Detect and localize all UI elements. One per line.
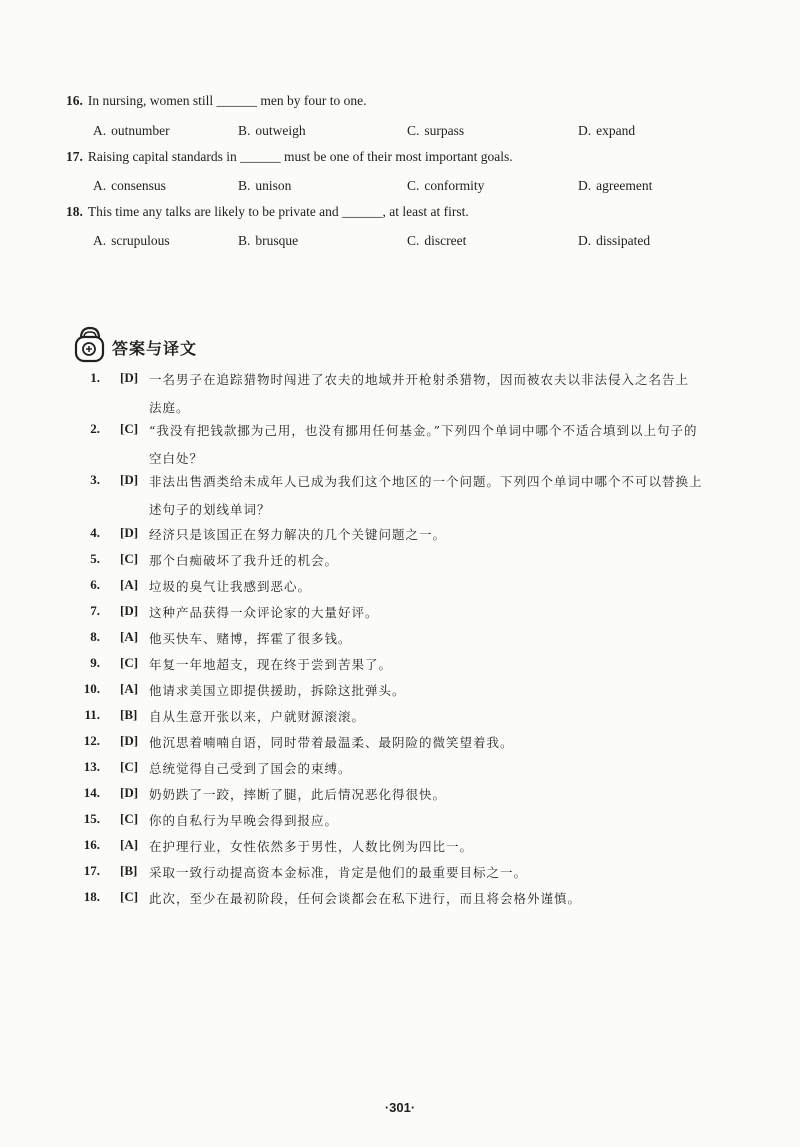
option-letter: C. [407,233,420,248]
option-c [407,178,484,194]
answer-key: [C] [120,889,139,904]
option-text: expand [596,123,636,138]
answer-key: [D] [120,472,139,487]
option-letter: C. [407,123,420,138]
answer-key: [C] [120,759,139,774]
option-text: consensus [111,178,166,193]
answer-key: [A] [120,629,139,644]
answer-key: [A] [120,837,139,852]
answer-key: [C] [120,811,139,826]
option-letter: A. [93,123,107,138]
answer-number: 7. [90,603,100,618]
answer-text-continued: 述句子的划线单词？ [149,502,271,517]
answer-key: [C] [120,655,139,670]
question-number: 16. [66,93,83,108]
answers-header [66,324,366,364]
option-c [407,233,466,249]
answer-text: 奶奶跌了一跤，摔断了腿，此后情况恶化得很快。 [149,787,447,802]
answer-key: [C] [120,551,139,566]
answer-text-continued: 法庭。 [149,400,190,415]
option-d [578,123,635,139]
option-a [93,123,170,139]
answer-text: 他买快车、赌博，挥霍了很多钱。 [149,631,352,646]
answer-text: 自从生意开张以来，户就财源滚滚。 [149,709,366,724]
answer-text: 垃圾的臭气让我感到恶心。 [149,579,312,594]
option-text: discreet [424,233,467,248]
answer-number: 10. [83,681,100,696]
option-d [578,178,652,194]
answer-text: 那个白痴破坏了我升迁的机会。 [149,553,339,568]
answer-text: 一名男子在追踪猎物时闯进了农夫的地域并开枪射杀猎物，因而被农夫以非法侵入之名告上 [149,372,690,387]
answer-number: 18. [83,889,100,904]
option-letter: B. [238,178,251,193]
answer-number: 17. [83,863,100,878]
option-text: unison [255,178,292,193]
question-stem [66,93,366,109]
option-letter: D. [578,123,592,138]
answer-text: 此次，至少在最初阶段，任何会谈都会在私下进行，而且将会格外谨慎。 [149,891,582,906]
answers-title: 答案与译文 [112,339,198,358]
answer-key-icon [72,324,106,364]
option-a [93,178,166,194]
option-letter: A. [93,178,107,193]
answer-number: 9. [90,655,100,670]
answer-key: [A] [120,577,139,592]
answer-number: 2. [90,421,100,436]
answer-key: [D] [120,733,139,748]
option-b [238,178,291,194]
answer-text: “我没有把钱款挪为己用，也没有挪用任何基金。”下列四个单词中哪个不适合填到以上句子的 [149,423,698,438]
option-text: conformity [424,178,485,193]
answer-text: 他请求美国立即提供援助，拆除这批弹头。 [149,683,406,698]
page-number: ·301· [384,1100,416,1115]
question-number: 18. [66,204,83,219]
answer-key: [B] [120,707,138,722]
option-text: outnumber [111,123,170,138]
option-d [578,233,650,249]
answer-key: [D] [120,785,139,800]
option-letter: D. [578,178,592,193]
option-letter: A. [93,233,107,248]
answer-text: 非法出售酒类给未成年人已成为我们这个地区的一个问题。下列四个单词中哪个不可以替换上 [149,474,703,489]
answer-text: 总统觉得自己受到了国会的束缚。 [149,761,352,776]
option-b [238,123,306,139]
question-text: In nursing, women still ______ men by four to one. [87,93,367,108]
option-text: agreement [596,178,653,193]
option-c [407,123,464,139]
option-a [93,233,170,249]
option-letter: B. [238,233,251,248]
question-stem [66,149,513,165]
option-b [238,233,298,249]
answer-number: 12. [83,733,100,748]
option-text: surpass [424,123,465,138]
option-text: brusque [255,233,299,248]
question-stem [66,204,469,220]
answer-key: [C] [120,421,139,436]
question-text: This time any talks are likely to be private and ______, at least at first. [87,204,469,219]
answer-number: 5. [90,551,100,566]
answer-number: 8. [90,629,100,644]
answer-key: [B] [120,863,138,878]
answer-text: 采取一致行动提高资本金标准，肯定是他们的最重要目标之一。 [149,865,528,880]
answer-key: [D] [120,525,139,540]
question-number: 17. [66,149,83,164]
option-text: outweigh [255,123,306,138]
option-text: dissipated [596,233,651,248]
option-letter: C. [407,178,420,193]
answer-text: 他沉思着喃喃自语，同时带着最温柔、最阴险的微笑望着我。 [149,735,514,750]
answer-number: 4. [90,525,100,540]
answer-number: 15. [83,811,100,826]
answer-key: [D] [120,603,139,618]
answer-number: 13. [83,759,100,774]
option-text: scrupulous [111,233,170,248]
answer-key: [D] [120,370,139,385]
answer-number: 6. [90,577,100,592]
answer-text: 这种产品获得一众评论家的大量好评。 [149,605,379,620]
answer-number: 16. [83,837,100,852]
answer-number: 1. [90,370,100,385]
answer-text: 年复一年地超支，现在终于尝到苦果了。 [149,657,393,672]
option-letter: B. [238,123,251,138]
answer-text: 经济只是该国正在努力解决的几个关键问题之一。 [149,527,447,542]
answer-key: [A] [120,681,139,696]
question-text: Raising capital standards in ______ must be one of their most important goals. [87,149,513,164]
answer-text: 在护理行业，女性依然多于男性，人数比例为四比一。 [149,839,474,854]
option-letter: D. [578,233,592,248]
answer-text-continued: 空白处？ [149,451,204,466]
answer-number: 11. [84,707,100,722]
answer-number: 14. [83,785,100,800]
answer-text: 你的自私行为早晚会得到报应。 [149,813,339,828]
answer-number: 3. [90,472,100,487]
